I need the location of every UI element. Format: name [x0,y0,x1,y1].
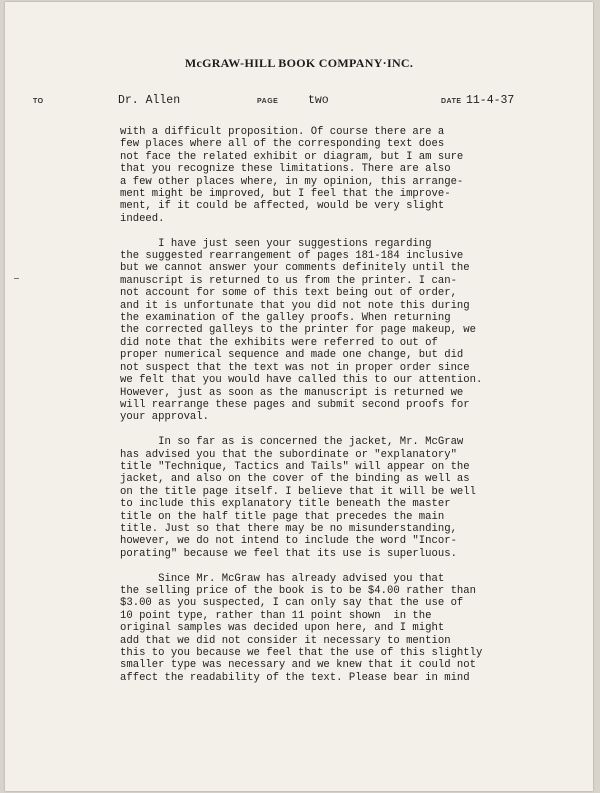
letterhead: McGRAW-HILL BOOK COMPANY·INC. [184,56,414,70]
body-paragraph-1: with a difficult proposition. Of course there are a few places where all of the corresponding text does not face the related exhibit or diagram, but I am sure that you recognize these limitations. There are also a few other places where, in my opinion, this arrange- ment might be improved, but I feel that the improve- ment, if it could be affected, would be very slight indeed. [120,126,464,225]
body-paragraph-4: Since Mr. McGraw has already advised you that the selling price of the book is to be $4.00 rather than $3.00 as you suspected, I can only say that the use of 10 point type, rather than 11 point shown in the original samples was decided upon here, and I might add that we did not consider it necessary to mention this to you because we feel that the use of this slightly smaller type was necessary and we knew that it could not affect the readability of the text. Please bear in mind [120,572,483,684]
margin-fold-mark [14,278,19,279]
body-paragraph-2: I have just seen your suggestions regarding the suggested rearrangement of pages 181-184 inclusive but we cannot answer your comments definitely until the manuscript is returned to us from the printer. I can- not account for some of this text being out of order, and it is unfortunate that you did not note this during the examination of the galley proofs. When returning the corrected galleys to the printer for page makeup, we did note that the exhibits were referred to out of proper numerical sequence and made one change, but did not suspect that the text was not in proper order since we felt that you would have called this to our attention. However, just as soon as the manuscript is returned we will rearrange these pages and submit second proofs for your approval. [120,237,483,424]
body-paragraph-3: In so far as is concerned the jacket, Mr. McGraw has advised you that the subordinate or "explanatory" title "Technique, Tactics and Tails" will appear on the jacket, and also on the cover of the binding as well as on the title page itself. I believe that it will be well to include this explanatory title beneath the master title on the half title page that precedes the main title. Just so that there may be no misunderstanding, however, we do not intend to include the word "Incor- porating" because we feel that its use is superluous. [120,436,477,560]
letter-page [5,2,593,791]
date-label: DATE [441,98,462,105]
page-value: two [308,94,329,107]
to-label: TO [33,98,44,105]
to-value: Dr. Allen [118,94,181,107]
page-label: PAGE [257,98,279,105]
date-value: 11-4-37 [466,94,515,107]
letter-body [120,126,590,697]
